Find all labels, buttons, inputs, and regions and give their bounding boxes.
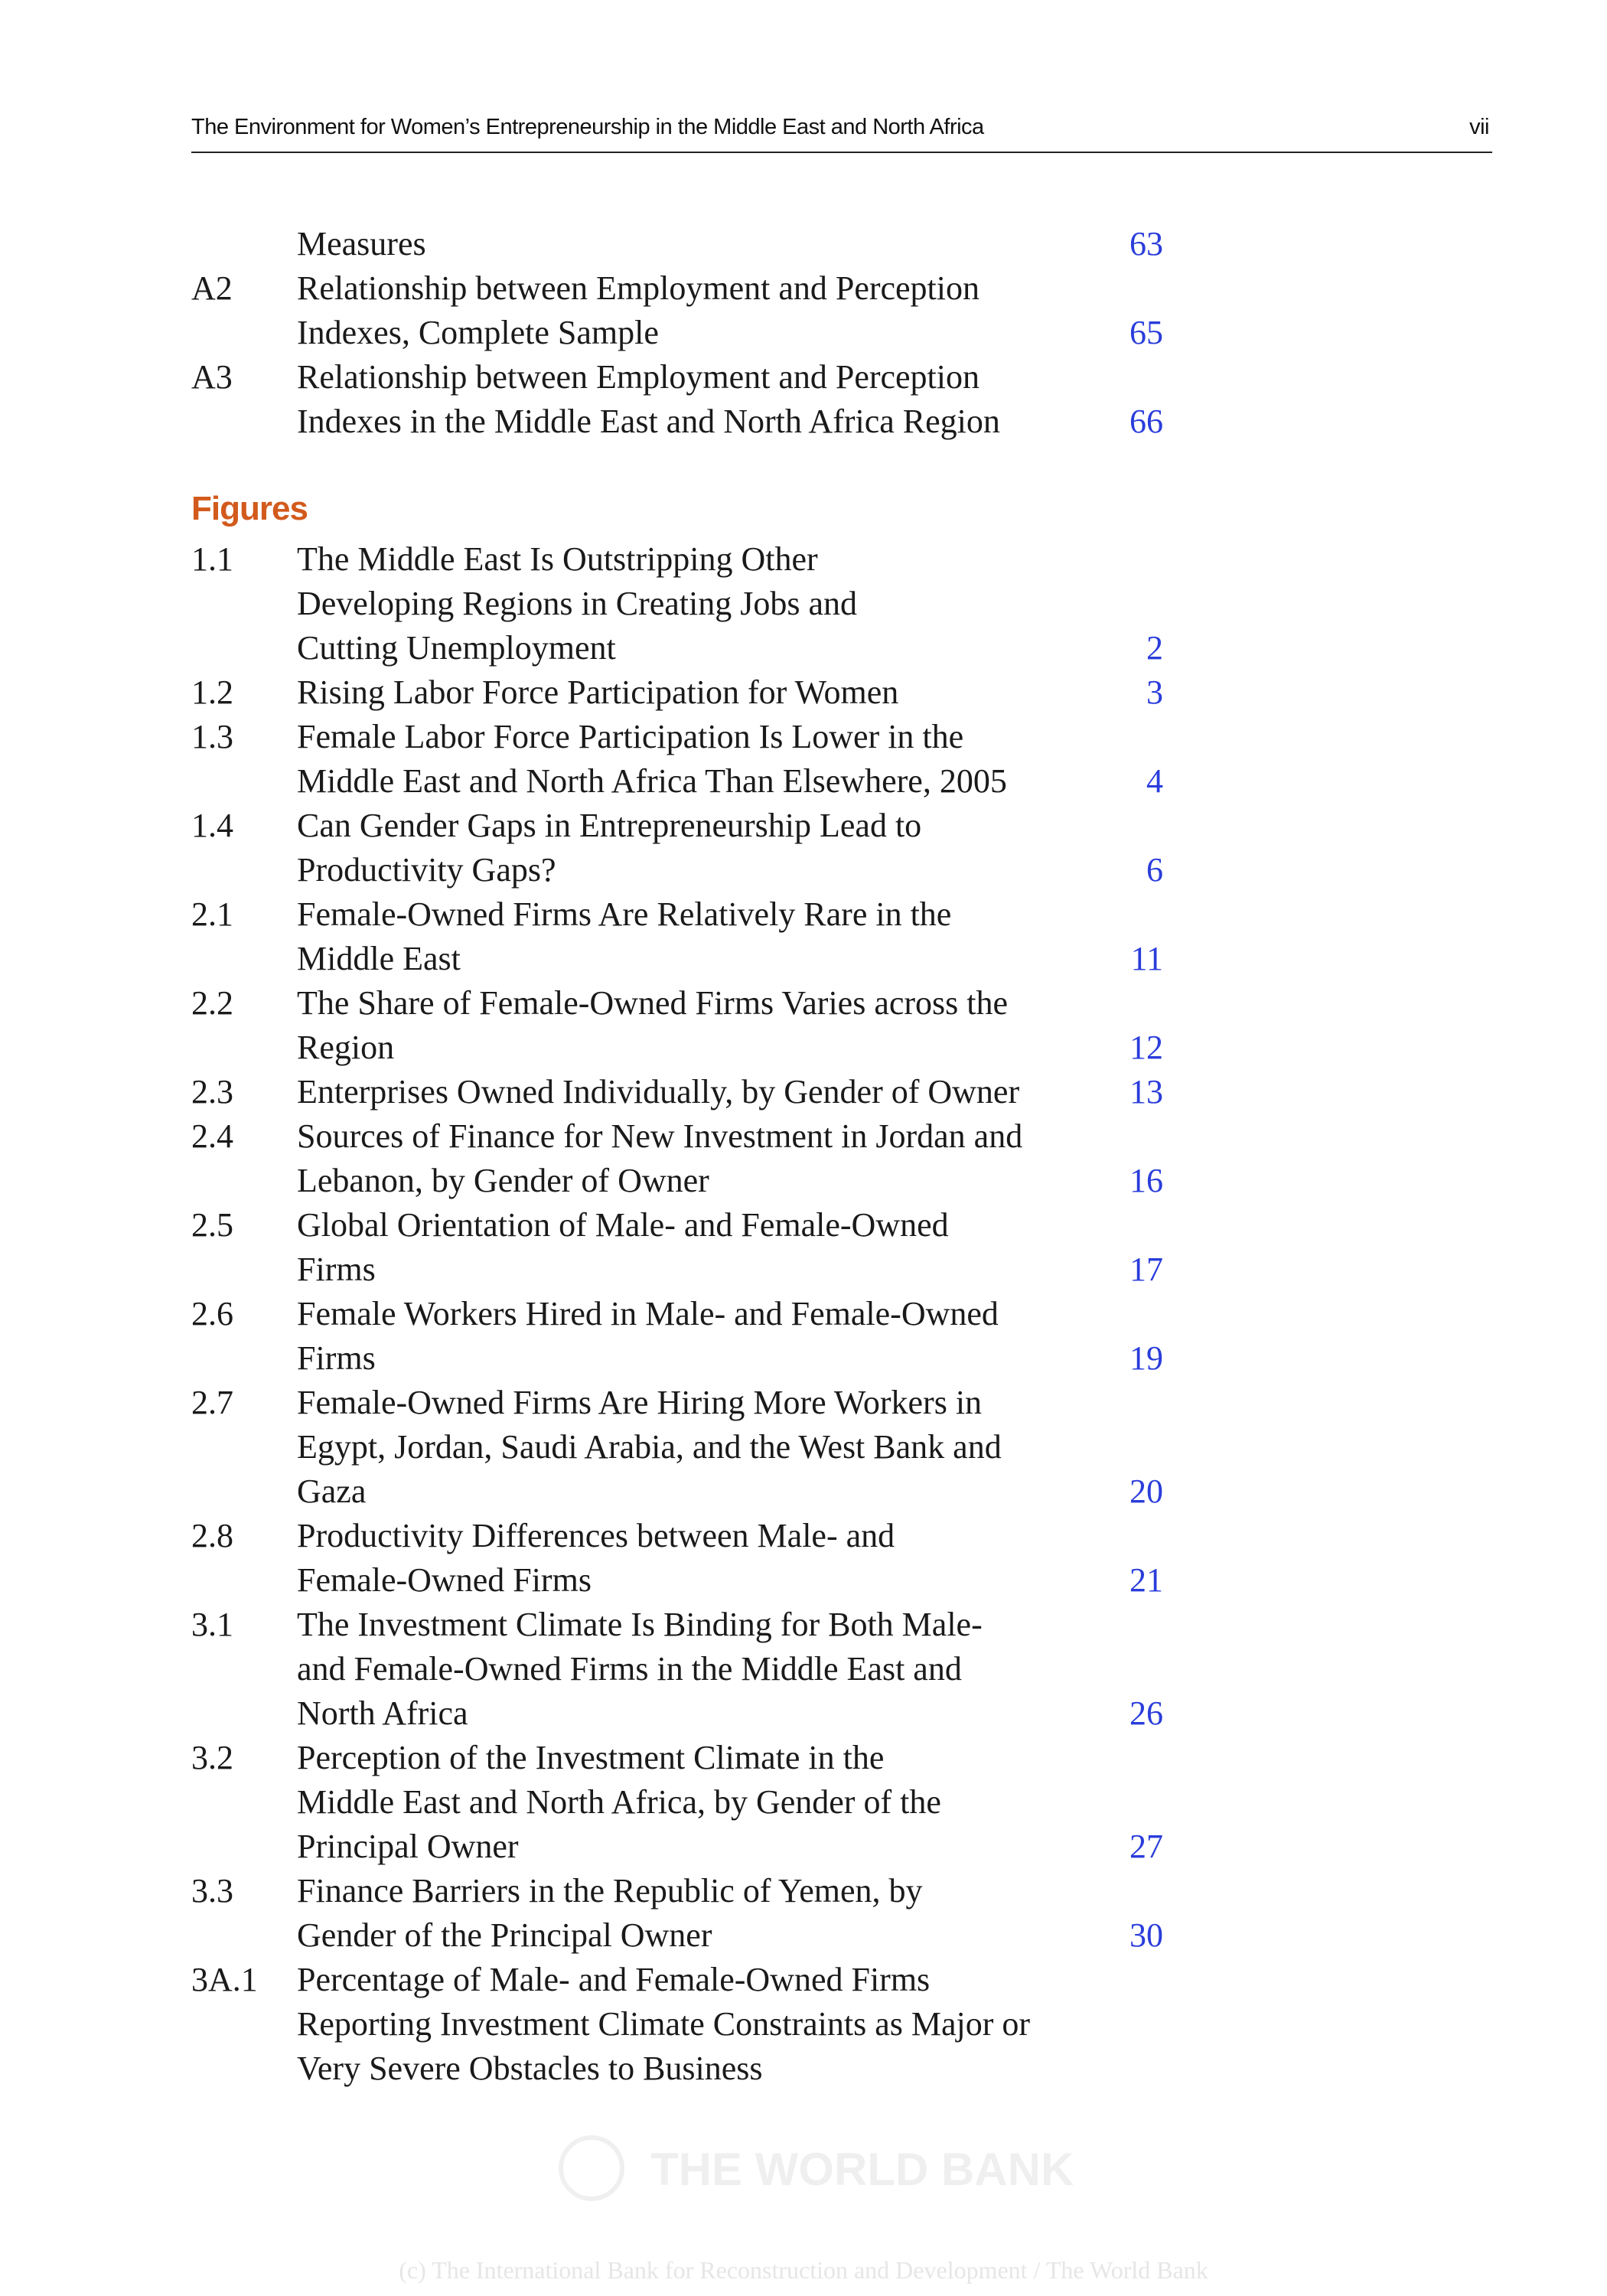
toc-entry[interactable] — [191, 222, 1163, 266]
toc-entry[interactable] — [191, 981, 1163, 1070]
entry-page[interactable]: 16 — [1129, 1162, 1163, 1199]
entry-page[interactable]: 66 — [1129, 403, 1163, 440]
toc-entry[interactable] — [191, 1736, 1163, 1869]
entry-title: Finance Barriers in the Republic of Yemen, by Gender of the Principal Owner — [297, 1872, 923, 1954]
entry-page[interactable]: 20 — [1129, 1473, 1163, 1510]
entry-number: A3 — [191, 358, 233, 396]
toc-entry[interactable] — [191, 715, 1163, 804]
entry-title: The Middle East Is Outstripping Other Developing Regions in Creating Jobs and Cutting Unemployment — [297, 540, 858, 667]
entry-number: 3.3 — [191, 1872, 233, 1910]
entry-number: 2.8 — [191, 1517, 233, 1554]
entry-page[interactable]: 3 — [1146, 673, 1163, 711]
toc-entry[interactable] — [191, 355, 1163, 444]
entry-title: Female Labor Force Participation Is Lower in the Middle East and North Africa Than Elsewhere, 2005 — [297, 718, 1007, 800]
table-of-contents — [191, 222, 1163, 2091]
entry-number: 1.1 — [191, 540, 233, 578]
entry-page[interactable]: 12 — [1129, 1029, 1163, 1066]
entry-number: 2.7 — [191, 1384, 233, 1421]
toc-entry[interactable] — [191, 892, 1163, 981]
entry-number: 1.2 — [191, 673, 233, 711]
entry-page[interactable]: 65 — [1129, 314, 1163, 351]
entry-page[interactable]: 4 — [1146, 762, 1163, 800]
entry-page[interactable]: 11 — [1130, 940, 1163, 977]
entry-title: Rising Labor Force Participation for Women — [297, 673, 899, 711]
entry-number: A2 — [191, 269, 233, 307]
entry-title: Sources of Finance for New Investment in Jordan and Lebanon, by Gender of Owner — [297, 1117, 1023, 1199]
world-bank-watermark — [559, 2135, 1079, 2204]
page-number: vii — [1469, 115, 1489, 139]
entry-title: Relationship between Employment and Perception Indexes in the Middle East and North Africa Region — [297, 358, 1000, 440]
entry-page[interactable]: 30 — [1129, 1916, 1163, 1954]
toc-entry[interactable] — [191, 266, 1163, 355]
entry-page[interactable]: 2 — [1146, 629, 1163, 667]
entry-number: 1.3 — [191, 718, 233, 755]
entry-title: Enterprises Owned Individually, by Gender of Owner — [297, 1073, 1020, 1110]
entry-number: 2.1 — [191, 895, 233, 933]
toc-entry[interactable] — [191, 804, 1163, 892]
entry-number: 2.5 — [191, 1206, 233, 1244]
toc-entry[interactable] — [191, 670, 1163, 715]
running-header-title: The Environment for Women’s Entrepreneurship in the Middle East and North Africa — [191, 115, 984, 139]
entry-number: 2.4 — [191, 1117, 233, 1155]
entry-title: Female Workers Hired in Male- and Female-Owned Firms — [297, 1295, 999, 1377]
entry-title: Global Orientation of Male- and Female-Owned Firms — [297, 1206, 949, 1288]
toc-entry[interactable] — [191, 1869, 1163, 1958]
entry-title: Perception of the Investment Climate in the Middle East and North Africa, by Gender of the Principal Owner — [297, 1739, 941, 1865]
entry-page[interactable]: 19 — [1129, 1339, 1163, 1377]
toc-entry[interactable] — [191, 1514, 1163, 1603]
toc-entry[interactable] — [191, 1114, 1163, 1203]
entry-title: Measures — [297, 225, 426, 263]
world-bank-logo-icon — [559, 2135, 624, 2201]
entry-number: 2.3 — [191, 1073, 233, 1110]
entry-page[interactable]: 26 — [1129, 1694, 1163, 1732]
running-header — [191, 115, 1492, 153]
entry-number: 3.2 — [191, 1739, 233, 1776]
entry-page[interactable]: 21 — [1129, 1561, 1163, 1599]
toc-entry[interactable] — [191, 1603, 1163, 1736]
entry-title: Female-Owned Firms Are Relatively Rare in the Middle East — [297, 895, 952, 977]
toc-entry[interactable] — [191, 1203, 1163, 1292]
toc-entry[interactable] — [191, 537, 1163, 670]
toc-entry[interactable] — [191, 1070, 1163, 1114]
watermark-logo-text: THE WORLD BANK — [650, 2144, 1074, 2195]
entry-title: Relationship between Employment and Perception Indexes, Complete Sample — [297, 269, 980, 351]
entry-number: 3A.1 — [191, 1961, 258, 1998]
entry-number: 1.4 — [191, 807, 233, 844]
toc-entry[interactable] — [191, 1292, 1163, 1381]
entry-page[interactable]: 13 — [1129, 1073, 1163, 1110]
entry-title: The Investment Climate Is Binding for Both Male- and Female-Owned Firms in the Middle East and North Africa — [297, 1606, 983, 1732]
entry-page[interactable]: 63 — [1129, 225, 1163, 263]
entry-page[interactable]: 27 — [1129, 1828, 1163, 1865]
entry-page[interactable]: 17 — [1129, 1251, 1163, 1288]
entry-title: Female-Owned Firms Are Hiring More Workers in Egypt, Jordan, Saudi Arabia, and the West Bank and Gaza — [297, 1384, 1002, 1510]
figures-heading: Figures — [191, 490, 308, 527]
entry-number: 2.2 — [191, 984, 233, 1022]
toc-entry[interactable] — [191, 1958, 1163, 2091]
entry-number: 2.6 — [191, 1295, 233, 1332]
entry-title: Percentage of Male- and Female-Owned Firms Reporting Investment Climate Constraints as Major or Very Severe Obstacles to Business — [297, 1961, 1031, 2087]
entry-title: Can Gender Gaps in Entrepreneurship Lead to Productivity Gaps? — [297, 807, 922, 889]
toc-entry[interactable] — [191, 1381, 1163, 1514]
copyright-notice: (c) The International Bank for Reconstruction and Development / The World Bank — [399, 2256, 1208, 2284]
entry-number: 3.1 — [191, 1606, 233, 1643]
entry-title: Productivity Differences between Male- and Female-Owned Firms — [297, 1517, 895, 1599]
entry-page[interactable]: 6 — [1146, 851, 1163, 889]
entry-title: The Share of Female-Owned Firms Varies across the Region — [297, 984, 1009, 1066]
